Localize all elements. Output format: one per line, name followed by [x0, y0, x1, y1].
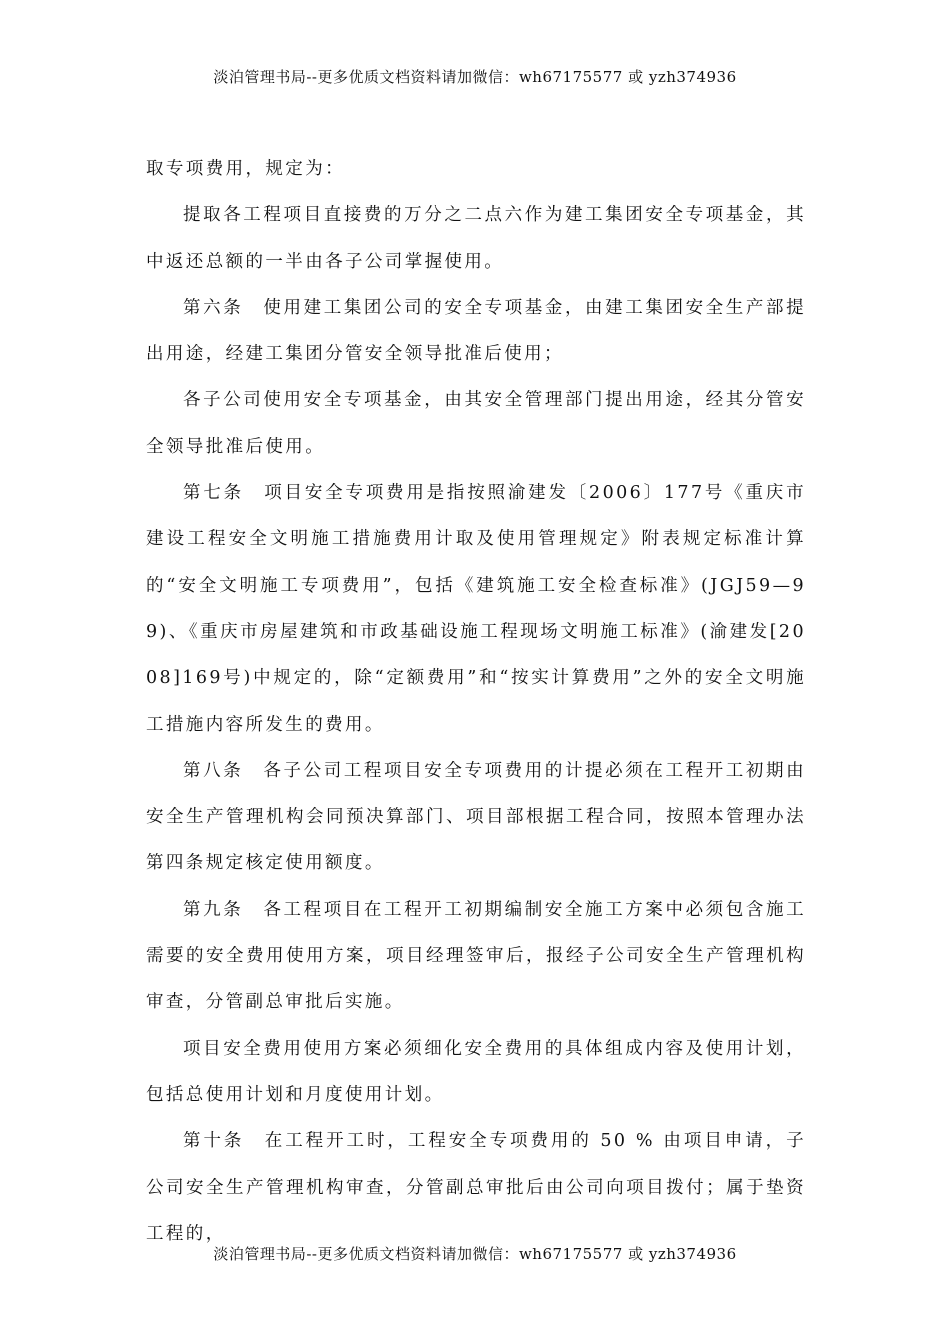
paragraph-article-10: 第十条 在工程开工时，工程安全专项费用的 50 % 由项目申请，子公司安全生产管理机构审查，分管副总审批后由公司向项目拨付；属于垫资工程的， — [146, 1131, 806, 1244]
paragraph-continuation: 取专项费用，规定为： — [146, 159, 345, 179]
paragraph-subsidiary-fund-use: 各子公司使用安全专项基金，由其安全管理部门提出用途，经其分管安全领导批准后使用。 — [146, 390, 806, 457]
paragraph-article-7: 第七条 项目安全专项费用是指按照渝建发〔2006〕177号《重庆市建设工程安全文明施工措施费用计取及使用管理规定》附表规定标准计算的“安全文明施工专项费用”，包括《建筑施工安全检查标准》(JGJ59—99)、《重庆市房屋建筑和市政基础设施工程现场文明施工标准》(渝建发[2008]169号)中规定的，除“定额费用”和“按实计算费用”之外的安全文明施工措施内容所发生的费用。 — [146, 483, 806, 735]
paragraph-article-8: 第八条 各子公司工程项目安全专项费用的计提必须在工程开工初期由安全生产管理机构会同预决算部门、项目部根据工程合同，按照本管理办法第四条规定核定使用额度。 — [146, 760, 806, 874]
paragraph-article-6: 第六条 使用建工集团公司的安全专项基金，由建工集团安全生产部提出用途，经建工集团分管安全领导批准后使用； — [146, 297, 806, 365]
document-body — [146, 146, 806, 1257]
page-header: 淡泊管理书局--更多优质文档资料请加微信：wh67175577 或 yzh374936 — [213, 68, 737, 86]
paragraph-article-9: 第九条 各工程项目在工程开工初期编制安全施工方案中必须包含施工需要的安全费用使用方案，项目经理签审后，报经子公司安全生产管理机构审查，分管副总审批后实施。 — [146, 899, 806, 1013]
paragraph-usage-plan: 项目安全费用使用方案必须细化安全费用的具体组成内容及使用计划，包括总使用计划和月度使用计划。 — [146, 1038, 806, 1105]
page-footer: 淡泊管理书局--更多优质文档资料请加微信：wh67175577 或 yzh374936 — [213, 1245, 737, 1263]
paragraph-fund-extraction: 提取各工程项目直接费的万分之二点六作为建工集团安全专项基金，其中返还总额的一半由各子公司掌握使用。 — [146, 205, 806, 272]
